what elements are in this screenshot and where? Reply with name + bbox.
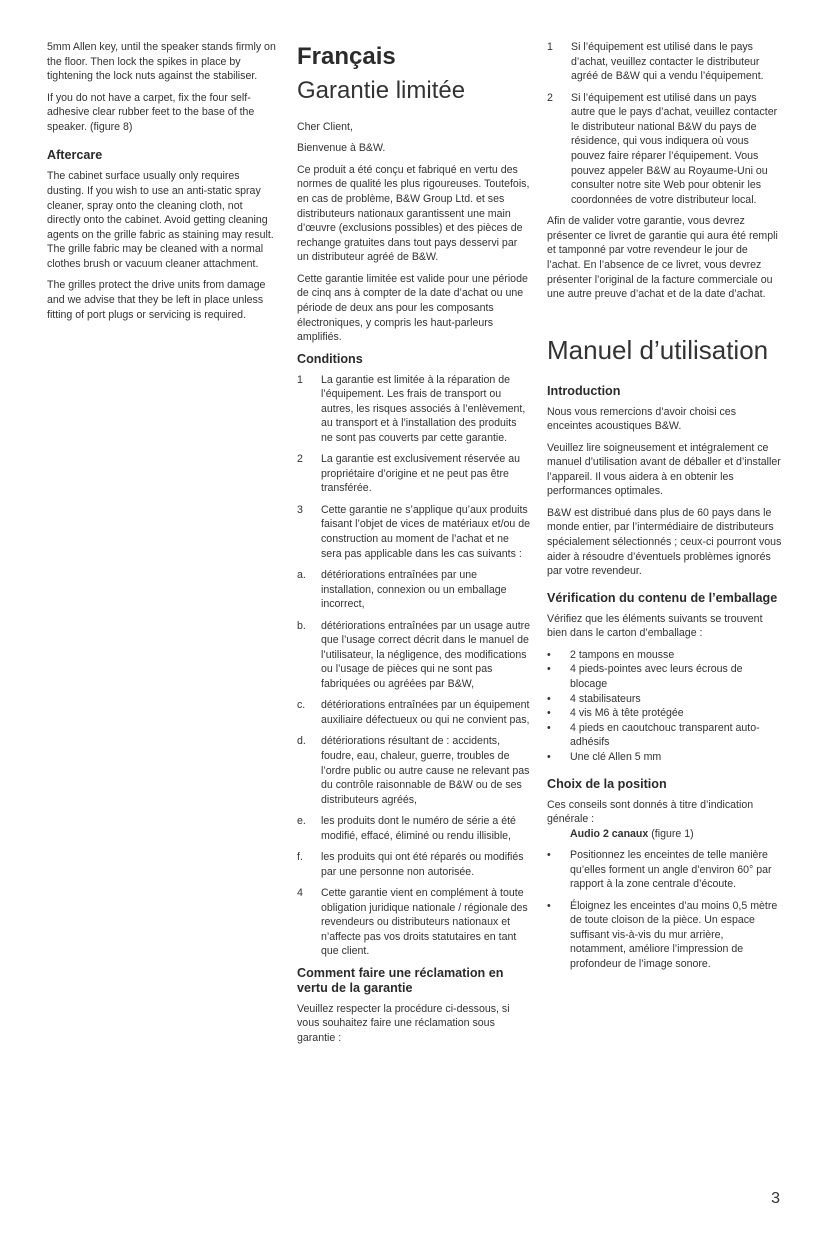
list-item: 2 La garantie est exclusivement réservée au propriétaire d’origine et ne peut pas être transférée. xyxy=(297,453,521,495)
list-item: • Positionnez les enceintes de telle manière qu’elles forment un angle d’environ 60° par rapport à la zone centrale d’écoute. xyxy=(547,849,772,891)
column-middle xyxy=(297,40,531,1052)
list-item: e. les produits dont le numéro de série a été modifié, effacé, éliminé ou rendu illisible, xyxy=(297,815,516,842)
list-item: • 4 pieds-pointes avec leurs écrous de blocage xyxy=(547,663,743,690)
list-item: a. détériorations entraînées par une installation, connexion ou un emballage incorrect, xyxy=(297,569,507,611)
list-item: 1 Si l’équipement est utilisé dans le pays d’achat, veuillez contacter le distributeur agréé de B&W qui a vendu l’équipement. xyxy=(547,41,764,83)
claim-steps-list xyxy=(547,40,782,207)
paragraph: The grilles protect the drive units from damage and we advise that they be left in place unless fitting of port plugs or servicing is required. xyxy=(47,279,266,321)
list-item: b. détériorations entraînées par un usage autre que l’usage correct décrit dans le manuel de l’utilisateur, la négligence, des modifications ou l’usage de pièces qui ne sont pas fabriquées ou agréées par B&W, xyxy=(297,619,531,690)
paragraph: Ces conseils sont donnés à titre d’indication générale : xyxy=(547,798,754,826)
list-item: f. les produits qui ont été réparés ou modifiés par une personne non autorisée. xyxy=(297,851,524,878)
audio-subheading: Audio 2 canaux (figure 1) xyxy=(570,827,694,840)
list-item: 2 Si l’équipement est utilisé dans un pays autre que le pays d’achat, veuillez contacter le distributeur national B&W du pays de résidence, qui vous indiquera où vous pouvez faire réparer l’équipement. Vous pouvez appeler B&W au Royaume-Uni ou consulter notre site Web pour obtenir les coordonnées de votre distributeur local. xyxy=(547,91,778,206)
column-right xyxy=(547,40,782,980)
list-item: • Une clé Allen 5 mm xyxy=(547,750,662,763)
paragraph: Cette garantie limitée est valide pour une période de cinq ans à compter de la date d’achat ou une période de deux ans pour les composants électroniques, y compris les haut-parleurs amplifiés. xyxy=(297,272,528,344)
list-item: c. détériorations entraînées par un équipement auxiliaire défectueux ou qui ne convient pas, xyxy=(297,699,530,726)
paragraph: Ce produit a été conçu et fabriqué en vertu des normes de qualité les plus rigoureuses. Toutefois, en cas de problème, B&W Group Ltd. et ses distributeurs nationaux garantissent une main d’œuvre (exclusions possibles) et des pièces de rechange gratuites dans tout pays desservi par un distributeur agréé de B&W. xyxy=(297,163,530,264)
paragraph: Veuillez respecter la procédure ci-dessous, si vous souhaitez faire une réclamation sous garantie : xyxy=(297,1002,510,1045)
manual-title: Manuel d’utilisation xyxy=(547,334,769,365)
column-left xyxy=(47,40,278,329)
paragraph: The cabinet surface usually only requires dusting. If you wish to use an anti-static spray cleaner, spray onto the cleaning cloth, not directly onto the cabinet. Avoid getting cleaning agents on the grille fabric as staining may result. The grille fabric may be cleaned with a normal clothes brush or vacuum cleaner attachment. xyxy=(47,170,274,270)
list-item: • Éloignez les enceintes d’au moins 0,5 mètre de toute cloison de la pièce. Un espace suffisant vis-à-vis du mur arrière, notamment, améliore l’impression de profondeur de l’image sonore. xyxy=(547,899,778,971)
page-number: 3 xyxy=(771,1190,780,1207)
list-item: 1 La garantie est limitée à la réparation de l’équipement. Les frais de transport ou autres, les risques associés à l’enlèvement, au transport et à l’installation des produits ne sont pas couverts par cette garantie. xyxy=(297,373,526,444)
list-item: • 2 tampons en mousse xyxy=(547,648,675,661)
language-heading: Français xyxy=(297,43,396,70)
list-item: 4 Cette garantie vient en complément à toute obligation juridique nationale / régionale des revendeurs ou distributeurs nationaux et n’affecte pas vos droits statutaires en tant que client. xyxy=(297,887,528,958)
claim-heading: Comment faire une réclamation en vertu de la garantie xyxy=(297,965,504,995)
list-item: • 4 pieds en caoutchouc transparent auto-adhésifs xyxy=(547,721,760,749)
position-list xyxy=(547,848,782,972)
list-item: 3 Cette garantie ne s’applique qu’aux produits faisant l’objet de vices de matériaux et/ou de construction au moment de l’achat et ne sera pas applicable dans les cas suivants : xyxy=(297,503,531,560)
position-heading: Choix de la position xyxy=(547,776,667,791)
list-item: • 4 stabilisateurs xyxy=(547,692,641,705)
paragraph: 5mm Allen key, until the speaker stands firmly on the floor. Then lock the spikes in place by tightening the lock nuts against the stabiliser. xyxy=(47,41,276,83)
aftercare-heading: Aftercare xyxy=(47,148,103,163)
paragraph: Nous vous remercions d’avoir choisi ces enceintes acoustiques B&W. xyxy=(547,405,736,433)
introduction-heading: Introduction xyxy=(547,383,621,398)
paragraph: If you do not have a carpet, fix the four self-adhesive clear rubber feet to the base of the speaker. (figure 8) xyxy=(47,91,255,133)
paragraph: Afin de valider votre garantie, vous devrez présenter ce livret de garantie qui aura été rempli et tamponné par votre revendeur le jour de l’achat. En l’absence de ce livret, vous devrez présenter l’original de la facture commerciale ou une autre preuve d’achat et de la date d’achat. xyxy=(547,215,778,301)
paragraph: Vérifiez que les éléments suivants se trouvent bien dans le carton d’emballage : xyxy=(547,612,763,640)
conditions-list xyxy=(297,373,531,960)
warranty-title: Garantie limitée xyxy=(297,77,466,104)
welcome: Bienvenue à B&W. xyxy=(297,142,386,155)
paragraph: B&W est distribué dans plus de 60 pays dans le monde entier, par l’intermédiaire de distributeurs spécialement sélectionnés ; ceux-ci pourront vous aider à résoudre d’éventuels problèmes ignorés par votre revendeur. xyxy=(547,506,782,578)
list-item: d. détériorations résultant de : accidents, foudre, eau, chaleur, guerre, troubles de l’ordre public ou autre cause ne relevant pas du contrôle raisonnable de B&W ou de ses distributeurs agréés, xyxy=(297,735,530,806)
carton-contents-list xyxy=(547,648,782,765)
list-item: • 4 vis M6 à tête protégée xyxy=(547,707,684,720)
conditions-heading: Conditions xyxy=(297,351,363,366)
greeting: Cher Client, xyxy=(297,121,353,133)
paragraph: Veuillez lire soigneusement et intégralement ce manuel d’utilisation avant de déballer et d’installer l’appareil. Il vous aidera à en obtenir les performances optimales. xyxy=(547,441,781,498)
verification-heading: Vérification du contenu de l’emballage xyxy=(547,590,778,605)
